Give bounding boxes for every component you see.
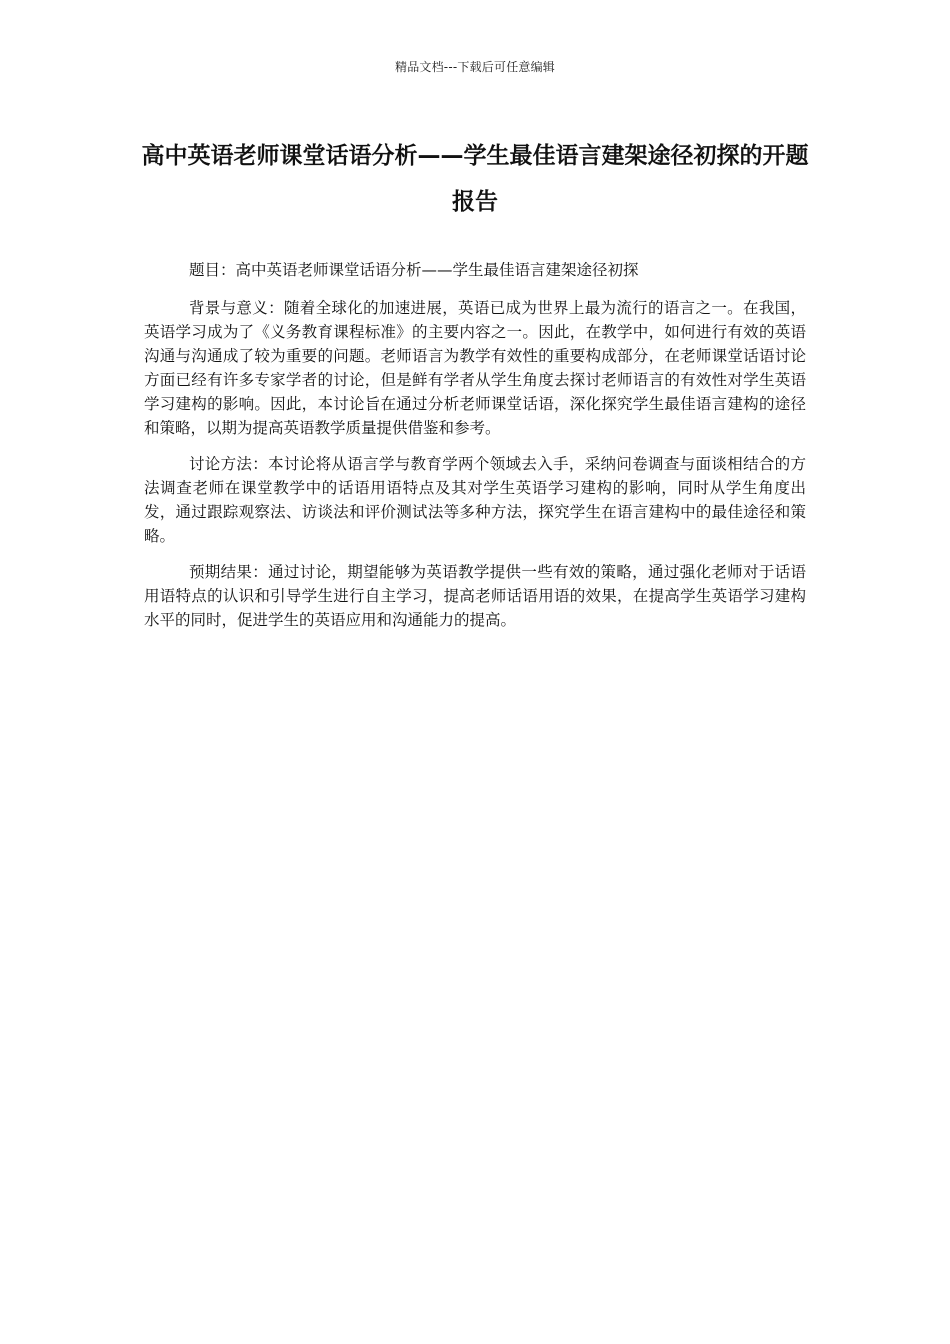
background-paragraph: 背景与意义：随着全球化的加速进展，英语已成为世界上最为流行的语言之一。在我国，英语学习成为了《义务教育课程标准》的主要内容之一。因此，在教学中，如何进行有效的英语沟通与沟通成了较为重要的问题。老师语言为教学有效性的重要构成部分，在老师课堂话语讨论方面已经有许多专家学者的讨论，但是鲜有学者从学生角度去探讨老师语言的有效性对学生英语学习建构的影响。因此，本讨论旨在通过分析老师课堂话语，深化探究学生最佳语言建构的途径和策略，以期为提高英语教学质量提供借鉴和参考。 (144, 299, 806, 437)
header-note: 精品文档---下载后可任意编辑 (395, 60, 555, 74)
document-body (144, 258, 806, 644)
document-title: 高中英语老师课堂话语分析——学生最佳语言建架途径初探的开题报告 (141, 143, 809, 215)
subject-paragraph: 题目：高中英语老师课堂话语分析——学生最佳语言建架途径初探 (188, 261, 639, 279)
expected-results-paragraph: 预期结果：通过讨论，期望能够为英语教学提供一些有效的策略，通过强化老师对于话语用语特点的认识和引导学生进行自主学习，提高老师话语用语的效果，在提高学生英语学习建构水平的同时，促进学生的英语应用和沟通能力的提高。 (144, 563, 806, 629)
method-paragraph: 讨论方法：本讨论将从语言学与教育学两个领域去入手，采纳问卷调查与面谈相结合的方法调查老师在课堂教学中的话语用语特点及其对学生英语学习建构的影响，同时从学生角度出发，通过跟踪观察法、访谈法和评价测试法等多种方法，探究学生在语言建构中的最佳途径和策略。 (144, 455, 806, 545)
